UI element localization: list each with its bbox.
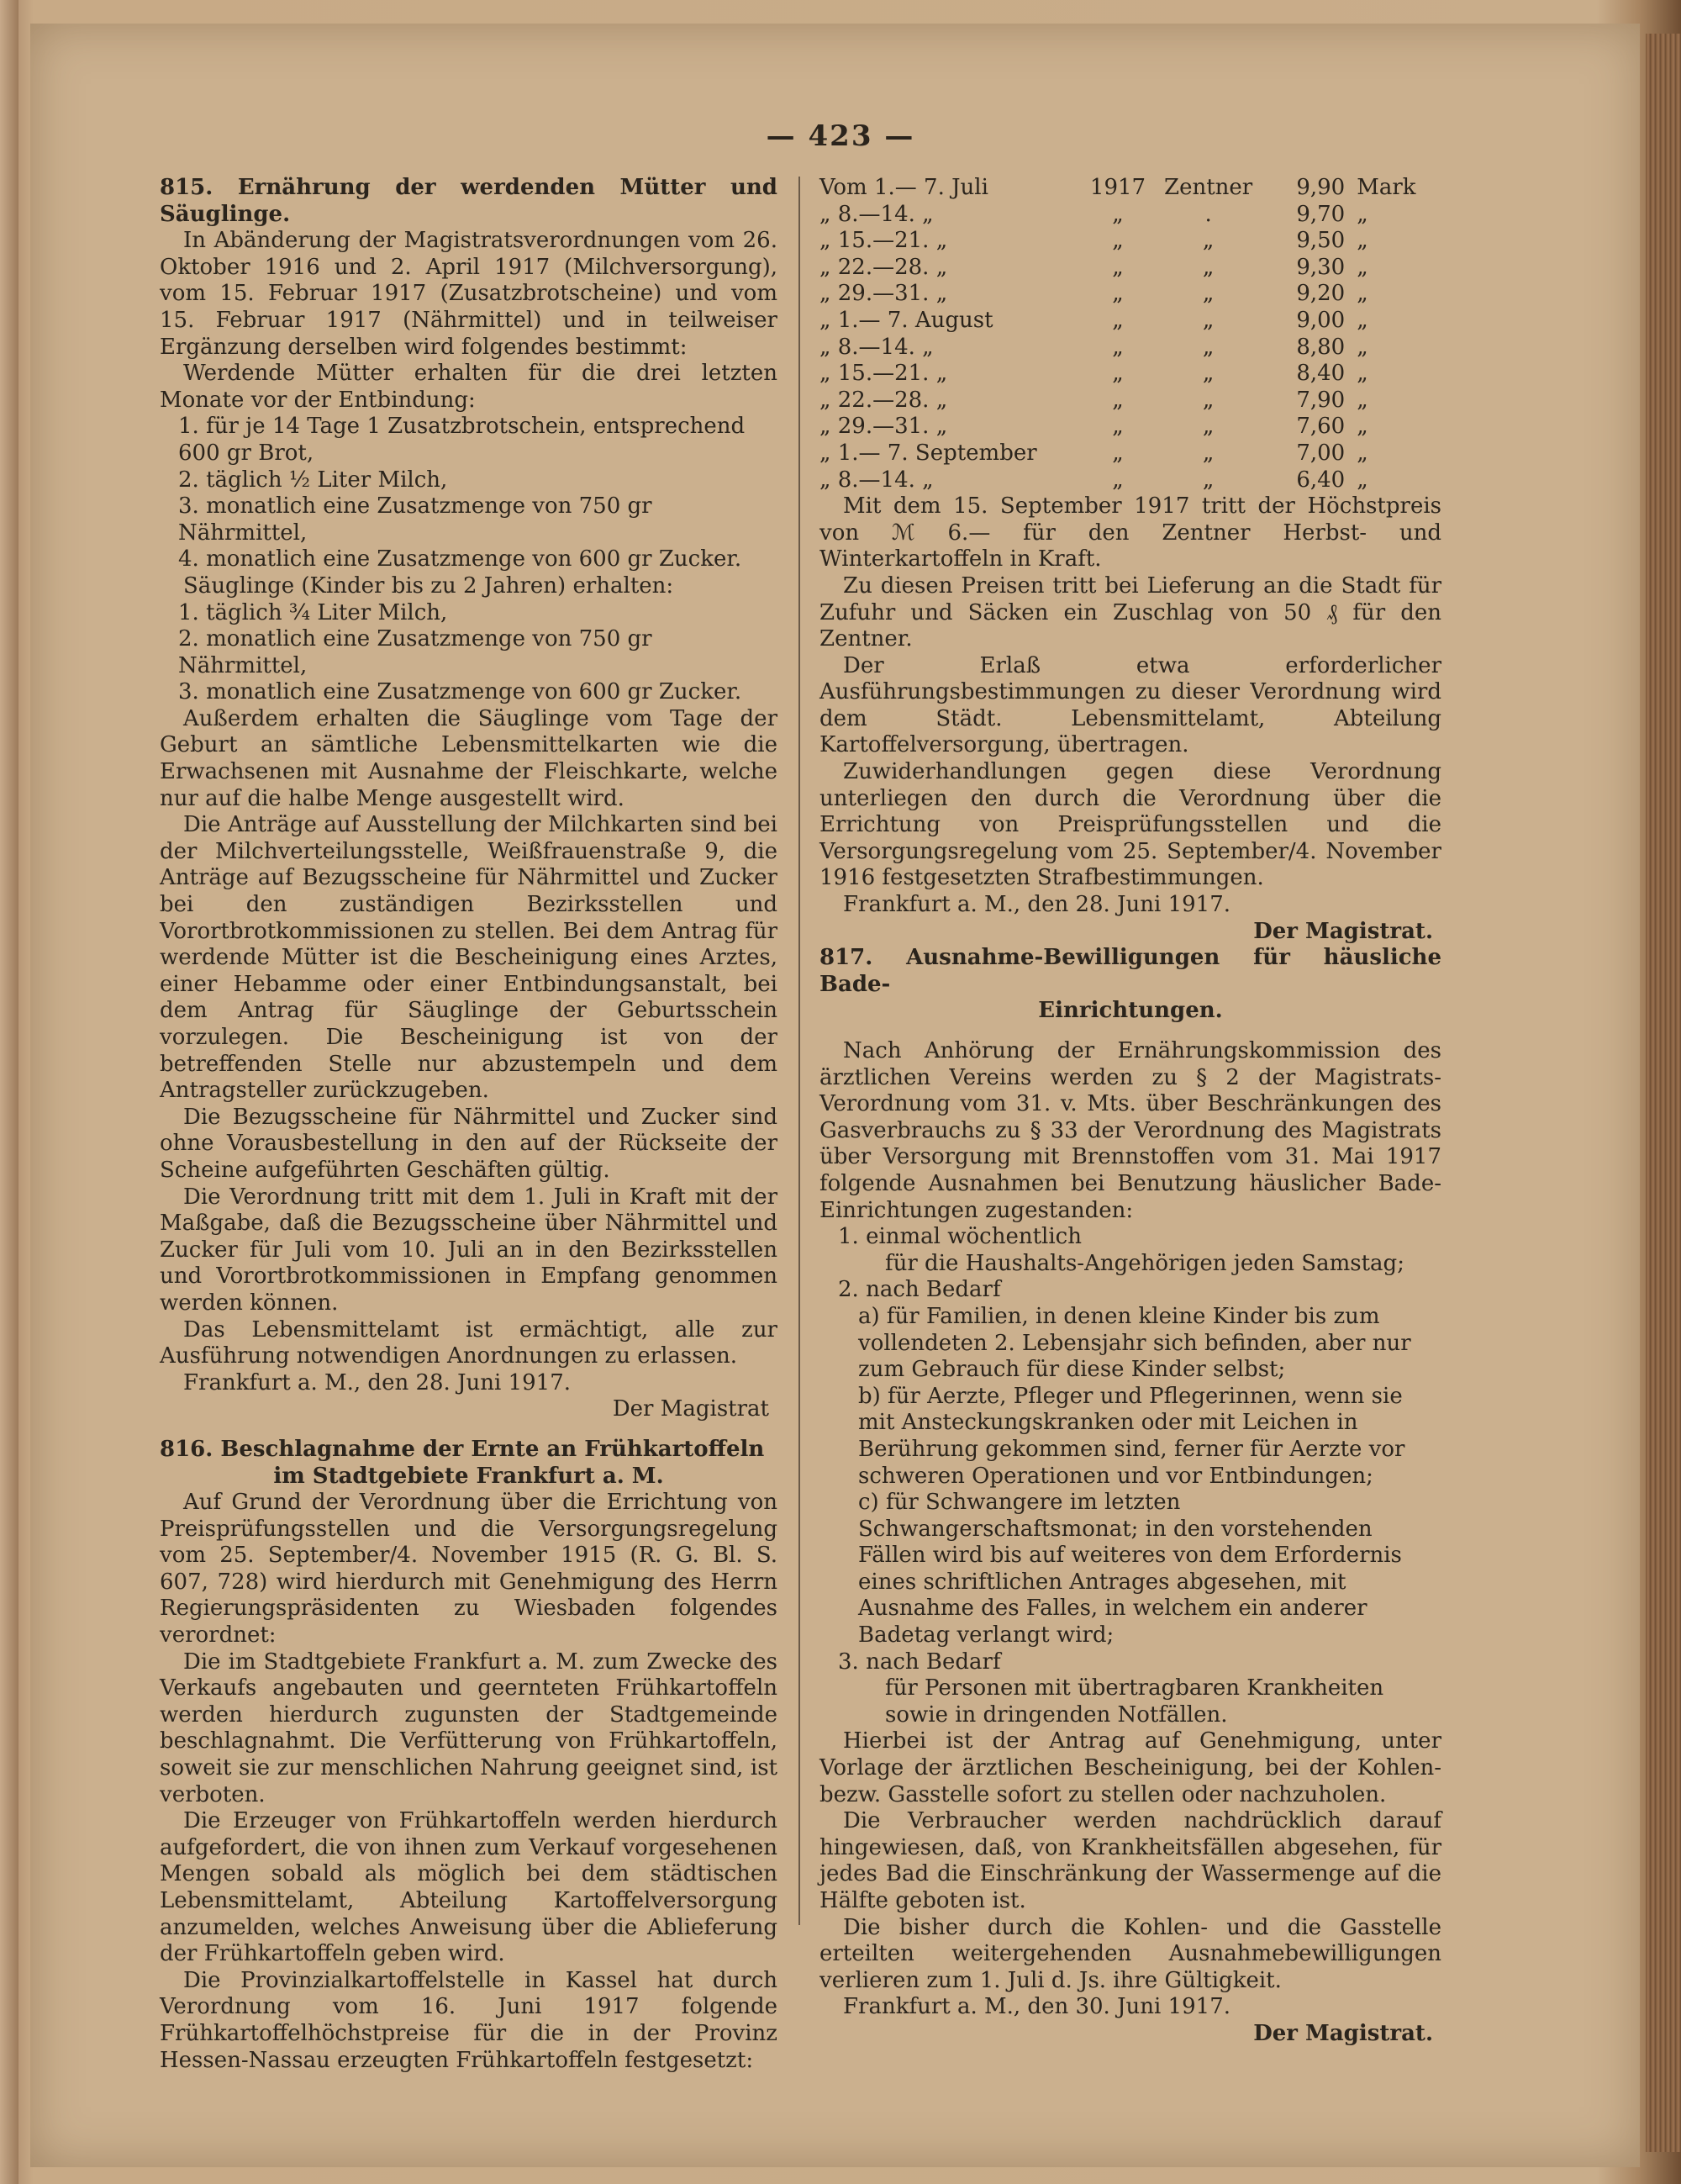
- price-year: „: [1112, 361, 1124, 387]
- price-dates: „ 8.—14. „: [819, 334, 934, 360]
- price-unit: „: [1202, 440, 1215, 466]
- spacer: [819, 1025, 1441, 1038]
- price-value: 8,80: [1296, 334, 1346, 360]
- section-heading: 815. Ernährung der werdenden Mütter und Säuglinge.: [160, 175, 777, 227]
- price-currency: „: [1357, 254, 1368, 280]
- signature: Der Magistrat: [612, 1396, 769, 1422]
- price-value: 9,00: [1296, 307, 1346, 333]
- price-dates: „ 1.— 7. September: [819, 440, 1037, 466]
- price-currency: „: [1357, 334, 1368, 360]
- price-value: 9,70: [1296, 201, 1346, 227]
- price-year: „: [1112, 387, 1124, 413]
- price-row: [819, 255, 1441, 282]
- price-value: 9,20: [1296, 281, 1346, 307]
- price-row: [819, 361, 1441, 388]
- price-row: [819, 440, 1441, 467]
- price-currency: „: [1357, 387, 1368, 413]
- left-column: [160, 175, 777, 2074]
- price-unit: „: [1202, 387, 1215, 413]
- spacer: [160, 1423, 777, 1437]
- section-heading: 817. Ausnahme-Bewilligungen für häusliche Bade-: [819, 945, 1441, 997]
- price-value: 7,60: [1296, 414, 1346, 440]
- list-item: 3. nach Bedarf: [838, 1649, 1001, 1675]
- price-dates: „ 22.—28. „: [819, 387, 948, 413]
- paragraph: Frankfurt a. M., den 28. Juni 1917.: [843, 892, 1231, 918]
- list-item: 2. nach Bedarf: [838, 1277, 1001, 1303]
- right-column-text: [819, 493, 1441, 2047]
- price-currency: „: [1357, 201, 1368, 227]
- previous-page-edge: [0, 0, 18, 2184]
- list-item: 4. monatlich eine Zusatzmenge von 600 gr Zucker.: [178, 546, 742, 572]
- signature: Der Magistrat.: [1253, 918, 1433, 944]
- paragraph: Die Provinzialkartoffelstelle in Kassel hat durch Verordnung vom 16. Juni 1917 folgende Frühkartoffelhöchstpreise für die in der Provinz Hessen-Nassau erzeugten Frühkartoffeln festgesetzt:: [160, 1967, 777, 2073]
- paragraph: Außerdem erhalten die Säuglinge vom Tage der Geburt an sämtliche Lebensmittelkarten wie die Erwachsenen mit Ausnahme der Fleischkarte, welche nur auf die halbe Menge ausgestellt wird.: [160, 705, 777, 811]
- page-number: — 423 —: [766, 119, 915, 153]
- section-heading-continued: Einrichtungen.: [1038, 998, 1223, 1024]
- sub-list-item: c) für Schwangere im letzten Schwangerschaftsmonat; in den vorstehenden Fällen wird bis auf weiteres von dem Erfordernis eines schriftlichen Antrages abgesehen, mit Ausnahme des Falles, in welchem ein anderer Badetag verlangt wird;: [858, 1490, 1402, 1649]
- section-heading-continued: im Stadtgebiete Frankfurt a. M.: [273, 1463, 664, 1489]
- paragraph: Säuglinge (Kinder bis zu 2 Jahren) erhalten:: [183, 572, 674, 599]
- page-stack-edge: [1646, 34, 1681, 2152]
- price-currency: „: [1357, 307, 1368, 333]
- price-year: „: [1112, 414, 1124, 440]
- right-column: [819, 175, 1441, 2048]
- sub-list-item: a) für Familien, in denen kleine Kinder bis zum vollendeten 2. Lebensjahr sich befinden, aber nur zum Gebrauch für diese Kinder selbst;: [858, 1303, 1411, 1383]
- price-dates: „ 15.—21. „: [819, 228, 948, 254]
- paragraph: Der Erlaß etwa erforderlicher Ausführungsbestimmungen zu dieser Verordnung wird dem Städt. Lebensmittelamt, Abteilung Kartoffelversorgung, übertragen.: [819, 652, 1441, 758]
- price-dates: „ 29.—31. „: [819, 414, 948, 440]
- paragraph: Die bisher durch die Kohlen- und die Gasstelle erteilten weitergehenden Ausnahmebewilligungen verlieren zum 1. Juli d. Js. ihre Gültigkeit.: [819, 1914, 1441, 1993]
- price-value: 7,00: [1296, 440, 1346, 466]
- price-value: 6,40: [1296, 467, 1346, 493]
- list-item: 2. täglich ½ Liter Milch,: [178, 467, 448, 493]
- paragraph: Die im Stadtgebiete Frankfurt a. M. zum Zwecke des Verkaufs angebauten und geernteten Frühkartoffeln werden hierdurch zugunsten der Stadtgemeinde beschlagnahmt. Die Verfütterung von Frühkartoffeln, soweit sie zur menschlichen Nahrung geeignet sind, ist verboten.: [160, 1649, 777, 1807]
- price-unit: „: [1202, 254, 1215, 280]
- paragraph: Die Bezugsscheine für Nährmittel und Zucker sind ohne Vorausbestellung in den auf der Rückseite der Scheine aufgeführten Geschäften gültig.: [160, 1104, 777, 1183]
- paragraph: Die Verbraucher werden nachdrücklich darauf hingewiesen, daß, von Krankheitsfällen abgesehen, für jedes Bad die Einschränkung der Wassermenge auf die Hälfte geboten ist.: [819, 1808, 1441, 1913]
- sub-list-item: b) für Aerzte, Pfleger und Pflegerinnen, wenn sie mit Ansteckungskranken oder mit Leichen in Berührung gekommen sind, ferner für Aerzte vor schweren Operationen und vor Entbindungen;: [858, 1383, 1405, 1489]
- paragraph: Werdende Mütter erhalten für die drei letzten Monate vor der Entbindung:: [160, 361, 777, 413]
- price-row: [819, 414, 1441, 440]
- price-dates: „ 22.—28. „: [819, 254, 948, 280]
- price-dates: „ 8.—14. „: [819, 201, 934, 227]
- price-unit: „: [1202, 307, 1215, 333]
- column-divider: [798, 177, 800, 1925]
- price-row: [819, 335, 1441, 361]
- price-currency: „: [1357, 361, 1368, 387]
- price-year: „: [1112, 281, 1124, 307]
- price-unit: „: [1202, 361, 1215, 387]
- price-year: „: [1112, 228, 1124, 254]
- paragraph: Die Anträge auf Ausstellung der Milchkarten sind bei der Milchverteilungsstelle, Weißfrauenstraße 9, die Anträge auf Bezugsscheine für Nährmittel und Zucker bei den zuständigen Bezirksstellen und Vorortbrotkommissionen zu stellen. Bei dem Antrag für werdende Mütter ist die Bescheinigung eines Arztes, einer Hebamme oder einer Entbindungsanstalt, bei dem Antrag für Säuglinge der Geburtsschein vorzulegen. Die Bescheinigung ist von der betreffenden Stelle nur abzustempeln und dem Antragsteller zurückzugeben.: [160, 812, 777, 1104]
- price-unit: „: [1202, 281, 1215, 307]
- price-value: 7,90: [1296, 387, 1346, 413]
- price-dates: „ 15.—21. „: [819, 361, 948, 387]
- price-currency: „: [1357, 228, 1368, 254]
- list-item: 3. monatlich eine Zusatzmenge von 750 gr Nährmittel,: [178, 493, 652, 546]
- price-unit: „: [1202, 414, 1215, 440]
- paragraph: In Abänderung der Magistratsverordnungen vom 26. Oktober 1916 und 2. April 1917 (Milchversorgung), vom 15. Februar 1917 (Zusatzbrotscheine) und vom 15. Februar 1917 (Nährmittel) und in teilweiser Ergänzung derselben wird folgendes bestimmt:: [160, 228, 777, 360]
- list-item-detail: für die Haushalts-Angehörigen jeden Samstag;: [885, 1250, 1404, 1276]
- price-value: 8,40: [1296, 361, 1346, 387]
- signature: Der Magistrat.: [1253, 2020, 1433, 2046]
- paragraph: Nach Anhörung der Ernährungskommission des ärztlichen Vereins werden zu § 2 der Magistrats-Verordnung vom 31. v. Mts. über Beschränkungen des Gasverbrauchs zu § 33 der Verordnung des Magistrats über Versorgung mit Brennstoffen vom 31. Mai 1917 folgende Ausnahmen bei Benutzung häuslicher Bade-Einrichtungen zugestanden:: [819, 1038, 1441, 1223]
- list-item: 1. täglich ¾ Liter Milch,: [178, 599, 448, 625]
- price-table: [819, 175, 1441, 493]
- price-currency: „: [1357, 440, 1368, 466]
- price-currency: „: [1357, 281, 1368, 307]
- paragraph: Mit dem 15. September 1917 tritt der Höchstpreis von ℳ 6.— für den Zentner Herbst- und Winterkartoffeln in Kraft.: [819, 493, 1441, 572]
- price-row: [819, 308, 1441, 335]
- price-row: [819, 202, 1441, 229]
- list-item-detail: für Personen mit übertragbaren Krankheiten sowie in dringenden Notfällen.: [885, 1675, 1384, 1728]
- price-row: [819, 281, 1441, 308]
- price-year: „: [1112, 307, 1124, 333]
- price-value: 9,30: [1296, 254, 1346, 280]
- paragraph: Frankfurt a. M., den 28. Juni 1917.: [183, 1369, 572, 1395]
- paragraph: Die Erzeuger von Frühkartoffeln werden hierdurch aufgefordert, die von ihnen zum Verkauf vorgesehenen Mengen sobald als möglich bei dem städtischen Lebensmittelamt, Abteilung Kartoffelversorgung anzumelden, welches Anweisung über die Ablieferung der Frühkartoffeln geben wird.: [160, 1808, 777, 1967]
- price-dates: „ 29.—31. „: [819, 281, 948, 307]
- paragraph: Hierbei ist der Antrag auf Genehmigung, unter Vorlage der ärztlichen Bescheinigung, bei der Kohlen- bezw. Gasstelle sofort zu stellen oder nachzuholen.: [819, 1728, 1441, 1807]
- price-unit: „: [1202, 334, 1215, 360]
- price-dates: Vom 1.— 7. Juli: [819, 175, 988, 200]
- price-year: „: [1112, 334, 1124, 360]
- price-unit: „: [1202, 467, 1215, 493]
- price-currency: „: [1357, 467, 1368, 493]
- list-item: 1. für je 14 Tage 1 Zusatzbrotschein, entsprechend 600 gr Brot,: [178, 414, 746, 466]
- price-value: 9,50: [1296, 228, 1346, 254]
- paragraph: Frankfurt a. M., den 30. Juni 1917.: [843, 1994, 1231, 2020]
- price-row: [819, 175, 1441, 202]
- price-dates: „ 1.— 7. August: [819, 307, 993, 333]
- price-year: „: [1112, 201, 1124, 227]
- price-unit: .: [1204, 201, 1212, 227]
- price-unit: „: [1202, 228, 1215, 254]
- price-row: [819, 467, 1441, 494]
- price-year: „: [1112, 440, 1124, 466]
- price-value: 9,90: [1296, 175, 1346, 200]
- price-year: „: [1112, 467, 1124, 493]
- price-dates: „ 8.—14. „: [819, 467, 934, 493]
- price-row: [819, 228, 1441, 255]
- price-currency: „: [1357, 414, 1368, 440]
- price-year: 1917: [1089, 175, 1146, 200]
- paragraph: Zu diesen Preisen tritt bei Lieferung an die Stadt für Zufuhr und Säcken ein Zuschlag von 50 ₰ für den Zentner.: [819, 572, 1441, 652]
- paragraph: Das Lebensmittelamt ist ermächtigt, alle zur Ausführung notwendigen Anordnungen zu erlassen.: [160, 1316, 777, 1369]
- price-unit: Zentner: [1164, 175, 1253, 200]
- paragraph: Die Verordnung tritt mit dem 1. Juli in Kraft mit der Maßgabe, daß die Bezugsscheine über Nährmittel und Zucker für Juli vom 10. Juli an in den Bezirksstellen und Vorortbrotkommissionen in Empfang genommen werden können.: [160, 1184, 777, 1316]
- price-currency: Mark: [1357, 175, 1416, 200]
- price-row: [819, 388, 1441, 414]
- list-item: 1. einmal wöchentlich: [838, 1224, 1082, 1250]
- price-year: „: [1112, 254, 1124, 280]
- section-heading: 816. Beschlagnahme der Ernte an Frühkartoffeln: [160, 1436, 765, 1462]
- paragraph: Zuwiderhandlungen gegen diese Verordnung unterliegen den durch die Verordnung über die Errichtung von Preisprüfungsstellen und die Versorgungsregelung vom 25. September/4. November 1916 festgesetzten Strafbestimmungen.: [819, 759, 1441, 891]
- list-item: 2. monatlich eine Zusatzmenge von 750 gr Nährmittel,: [178, 626, 652, 678]
- list-item: 3. monatlich eine Zusatzmenge von 600 gr Zucker.: [178, 679, 742, 705]
- paragraph: Auf Grund der Verordnung über die Errichtung von Preisprüfungsstellen und die Versorgungsregelung vom 25. September/4. November 1915 (R. G. Bl. S. 607, 728) wird hierdurch mit Genehmigung des Herrn Regierungspräsidenten zu Wiesbaden folgendes verordnet:: [160, 1490, 777, 1649]
